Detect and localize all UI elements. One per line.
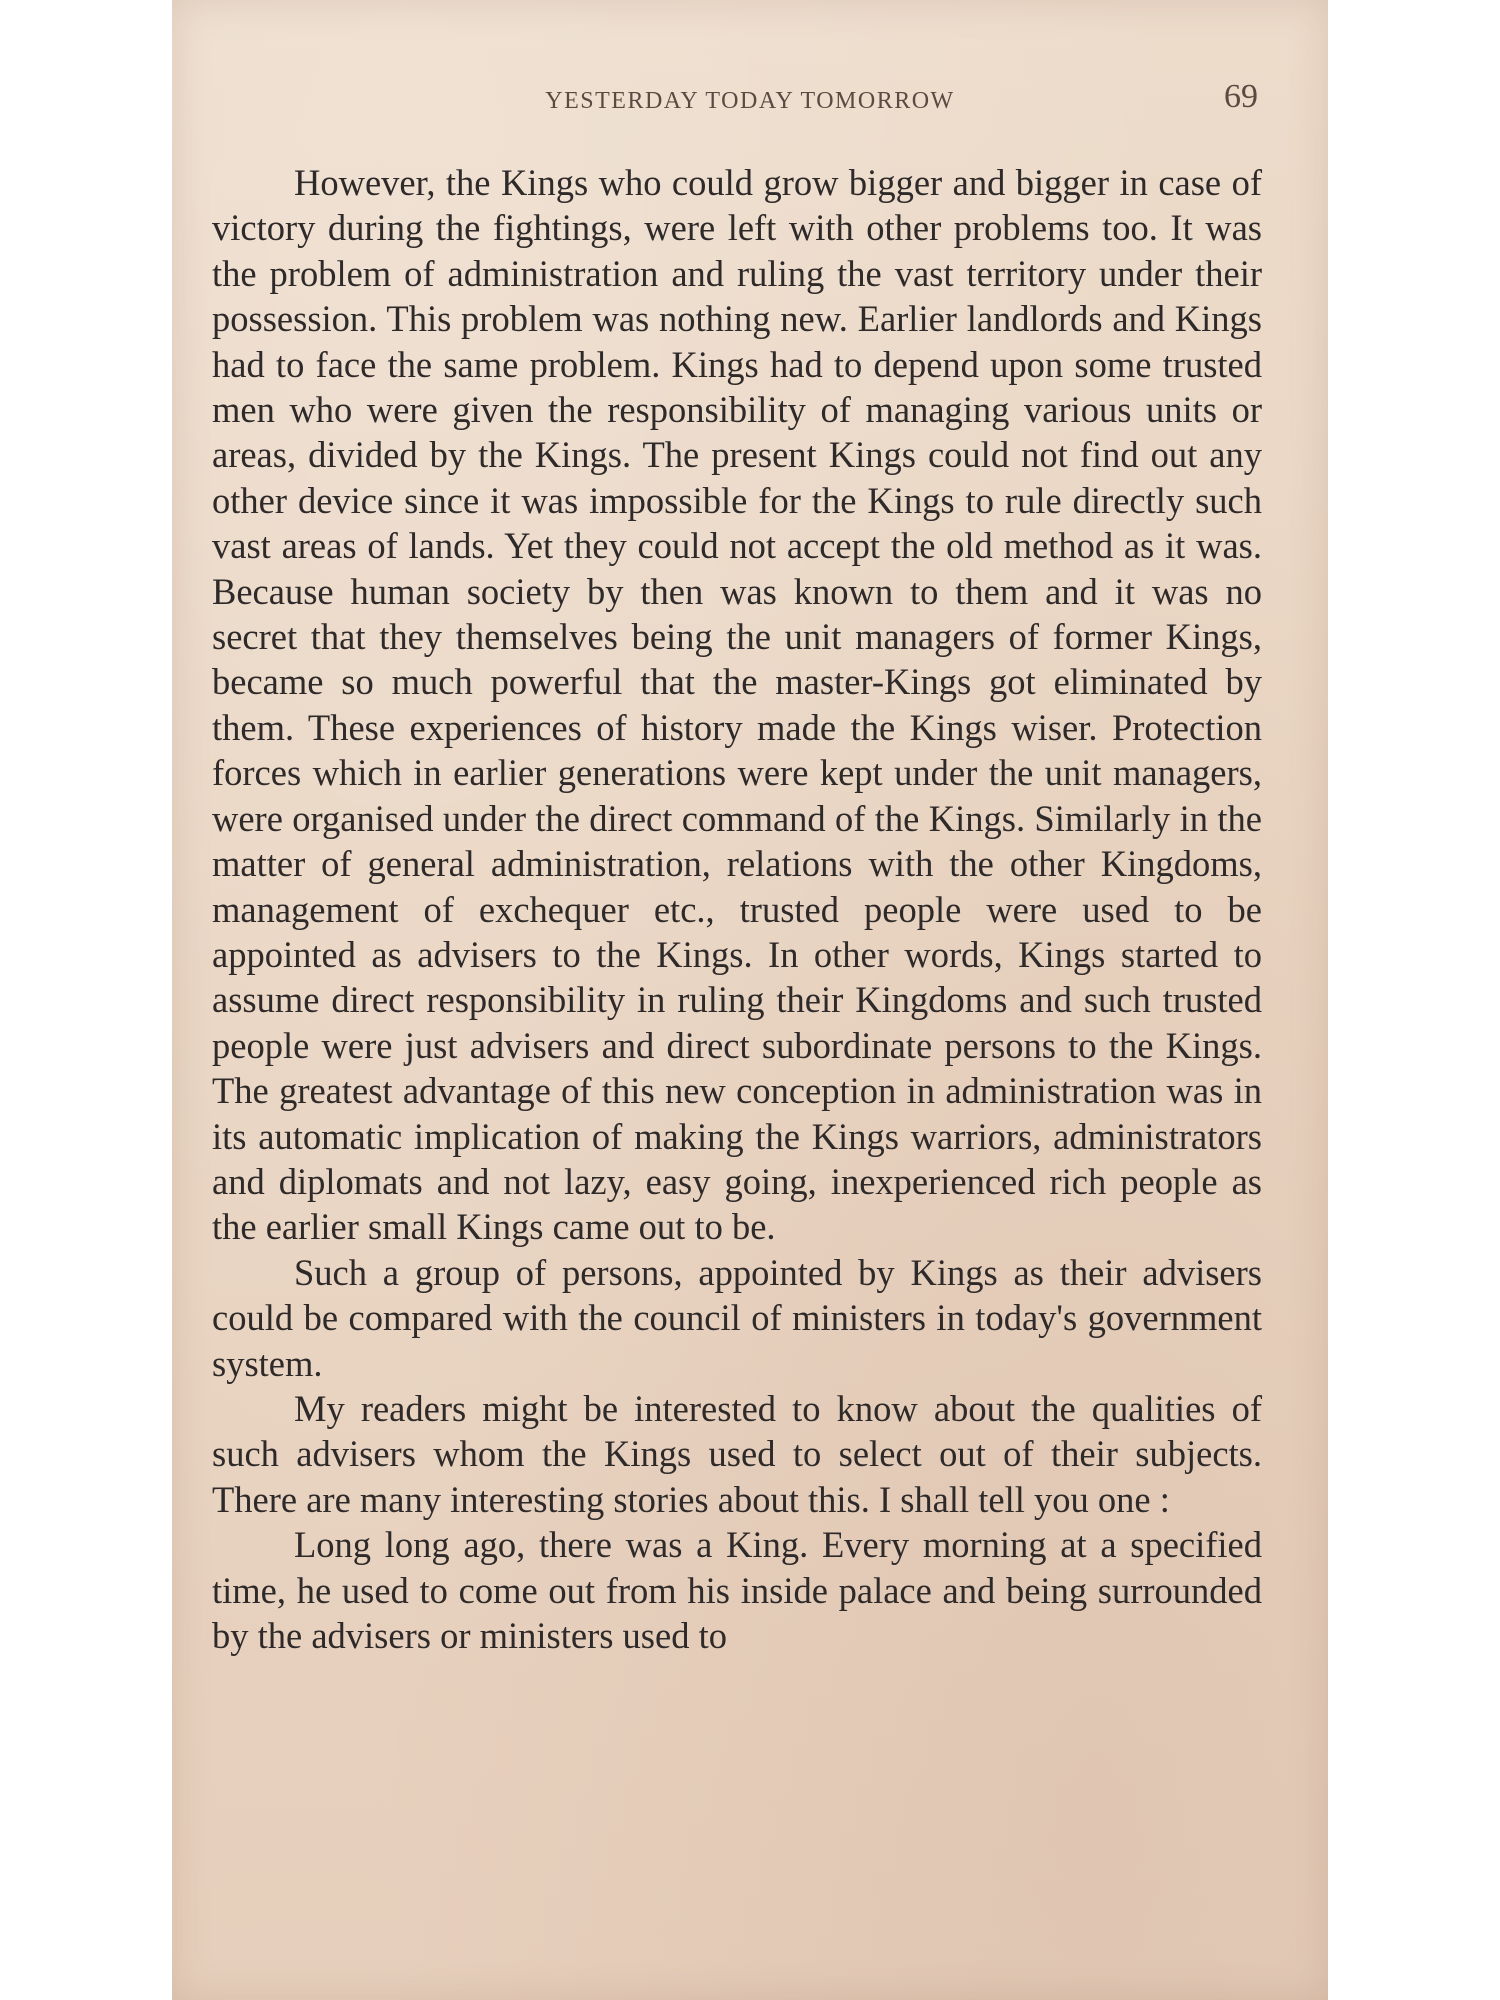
book-page <box>172 0 1328 2000</box>
body-text <box>212 160 1262 1658</box>
paragraph: Long long ago, there was a King. Every morning at a specified time, he used to come out from his inside palace and being surrounded by the advisers or ministers used to <box>212 1524 1262 1656</box>
running-header <box>172 78 1328 124</box>
paragraph: Such a group of persons, appointed by Kings as their advisers could be compared with the council of ministers in today's government system. <box>212 1251 1262 1384</box>
page-number: 69 <box>1224 78 1258 115</box>
paragraph: However, the Kings who could grow bigger and bigger in case of victory during the fightings, were left with other problems too. It was the problem of administration and ruling the vast territory under their possession. This problem was nothing new. Earlier landlords and Kings had to face the same problem. Kings had to depend upon some trusted men who were given the responsibility of managing various units or areas, divided by the Kings. The present Kings could not find out any other device since it was impossible for the Kings to rule directly such vast areas of lands. Yet they could not accept the old method as it was. Because human society by then was known to them and it was no secret that they themselves being the unit managers of former Kings, became so much powerful that the master-Kings got eliminated by them. These experiences of history made the Kings wiser. Protection forces which in earlier generations were kept under the unit managers, were organised under the direct command of the Kings. Similarly in the matter of general administration, relations with the other Kingdoms, management of exchequer etc., trusted people were used to be appointed as advisers to the Kings. In other words, Kings started to assume direct responsibility in ruling their Kingdoms and such trusted people were just advisers and direct subordinate persons to the Kings. The greatest advantage of this new conception in administration was in its automatic implication of making the Kings warriors, administrators and diplomats and not lazy, easy going, inexperienced rich people as the earlier small Kings came out to be. <box>212 162 1262 1248</box>
paragraph: My readers might be interested to know about the qualities of such advisers whom the Kings used to select out of their subjects. There are many interesting stories about this. I shall tell you one : <box>212 1387 1262 1520</box>
running-title: YESTERDAY TODAY TOMORROW <box>545 88 955 114</box>
